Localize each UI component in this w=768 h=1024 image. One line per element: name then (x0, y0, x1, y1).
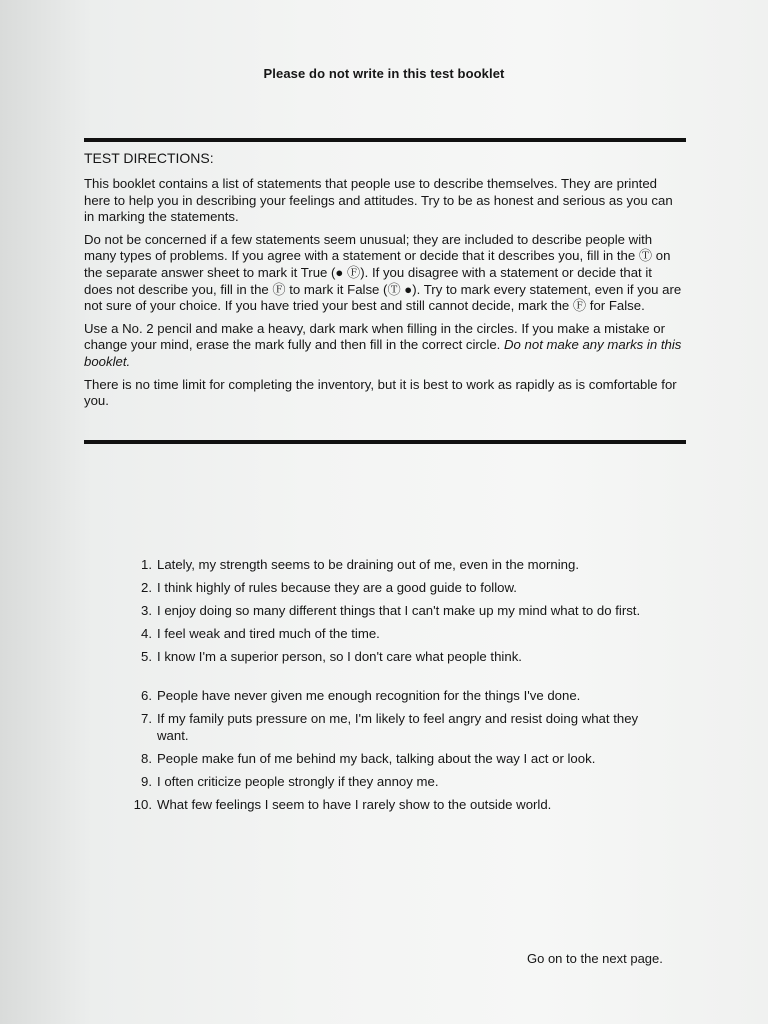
statement-item (118, 687, 658, 704)
statement-number: 3. (141, 603, 152, 618)
statement-item (118, 773, 658, 790)
statement-number: 4. (141, 626, 152, 641)
statement-text: I enjoy doing so many different things that I can't make up my mind what to do first. (157, 603, 641, 618)
statement-item (118, 556, 658, 573)
statement-text: I know I'm a superior person, so I don't care what people think. (157, 649, 522, 664)
directions-paragraph-3-text: Use a No. 2 pencil and make a heavy, dark mark when filling in the circles. If you make a mistake or change your mind, erase the mark fully and then fill in the correct circle. (84, 320, 665, 353)
statement-item (118, 602, 658, 619)
header-note: Please do not write in this test booklet (263, 66, 505, 81)
statement-number: 9. (141, 774, 152, 789)
statement-item (118, 796, 658, 813)
directions-paragraph-1: This booklet contains a list of statements that people use to describe themselves. They are printed here to help you in describing your feelings and attitudes. Try to be as honest and serious as you can in marking the statements. (84, 176, 673, 225)
directions-paragraph-3 (84, 321, 684, 371)
statement-item (118, 625, 658, 642)
statement-list (118, 556, 658, 819)
statement-number: 6. (141, 688, 152, 703)
directions-title: TEST DIRECTIONS: (84, 150, 214, 166)
statement-text: What few feelings I seem to have I rarely show to the outside world. (157, 797, 552, 812)
statement-number: 2. (141, 580, 152, 595)
statement-text: Lately, my strength seems to be draining out of me, even in the morning. (157, 557, 579, 572)
statement-item (118, 648, 658, 665)
test-directions (84, 150, 684, 416)
directions-paragraph-3-italic: Do not make any marks in this booklet. (84, 337, 682, 369)
directions-paragraph-4: There is no time limit for completing the inventory, but it is best to work as rapidly as is comfortable for you. (84, 376, 677, 409)
statement-text: If my family puts pressure on me, I'm likely to feel angry and resist doing what they want. (157, 711, 639, 743)
bottom-divider (84, 440, 686, 444)
footer-note: Go on to the next page. (527, 951, 663, 966)
statement-number: 1. (141, 557, 152, 572)
statement-text: People have never given me enough recognition for the things I've done. (157, 688, 581, 703)
statement-number: 7. (141, 711, 152, 726)
statement-item (118, 710, 658, 744)
statement-item (118, 579, 658, 596)
statement-text: I feel weak and tired much of the time. (157, 626, 380, 641)
statement-item (118, 750, 658, 767)
statement-number: 10. (133, 797, 152, 812)
statement-number: 8. (141, 751, 152, 766)
directions-paragraph-2: Do not be concerned if a few statements seem unusual; they are included to describe people with many types of problems. If you agree with a statement or decide that it describes you, fill in the Ⓣ on the separate answer sheet to mark it True (● Ⓕ). If you disagree with a statement or decide that it does not describe you, fill in the Ⓕ to mark it False (Ⓣ ●). Try to mark every statement, even if you are not sure of your choice. If you have tried your best and still cannot decide, mark the Ⓕ for False. (84, 231, 682, 314)
statement-text: People make fun of me behind my back, talking about the way I act or look. (157, 751, 596, 766)
top-divider (84, 138, 686, 142)
statement-number: 5. (141, 649, 152, 664)
statement-text: I think highly of rules because they are a good guide to follow. (157, 580, 517, 595)
statement-text: I often criticize people strongly if they annoy me. (157, 774, 439, 789)
